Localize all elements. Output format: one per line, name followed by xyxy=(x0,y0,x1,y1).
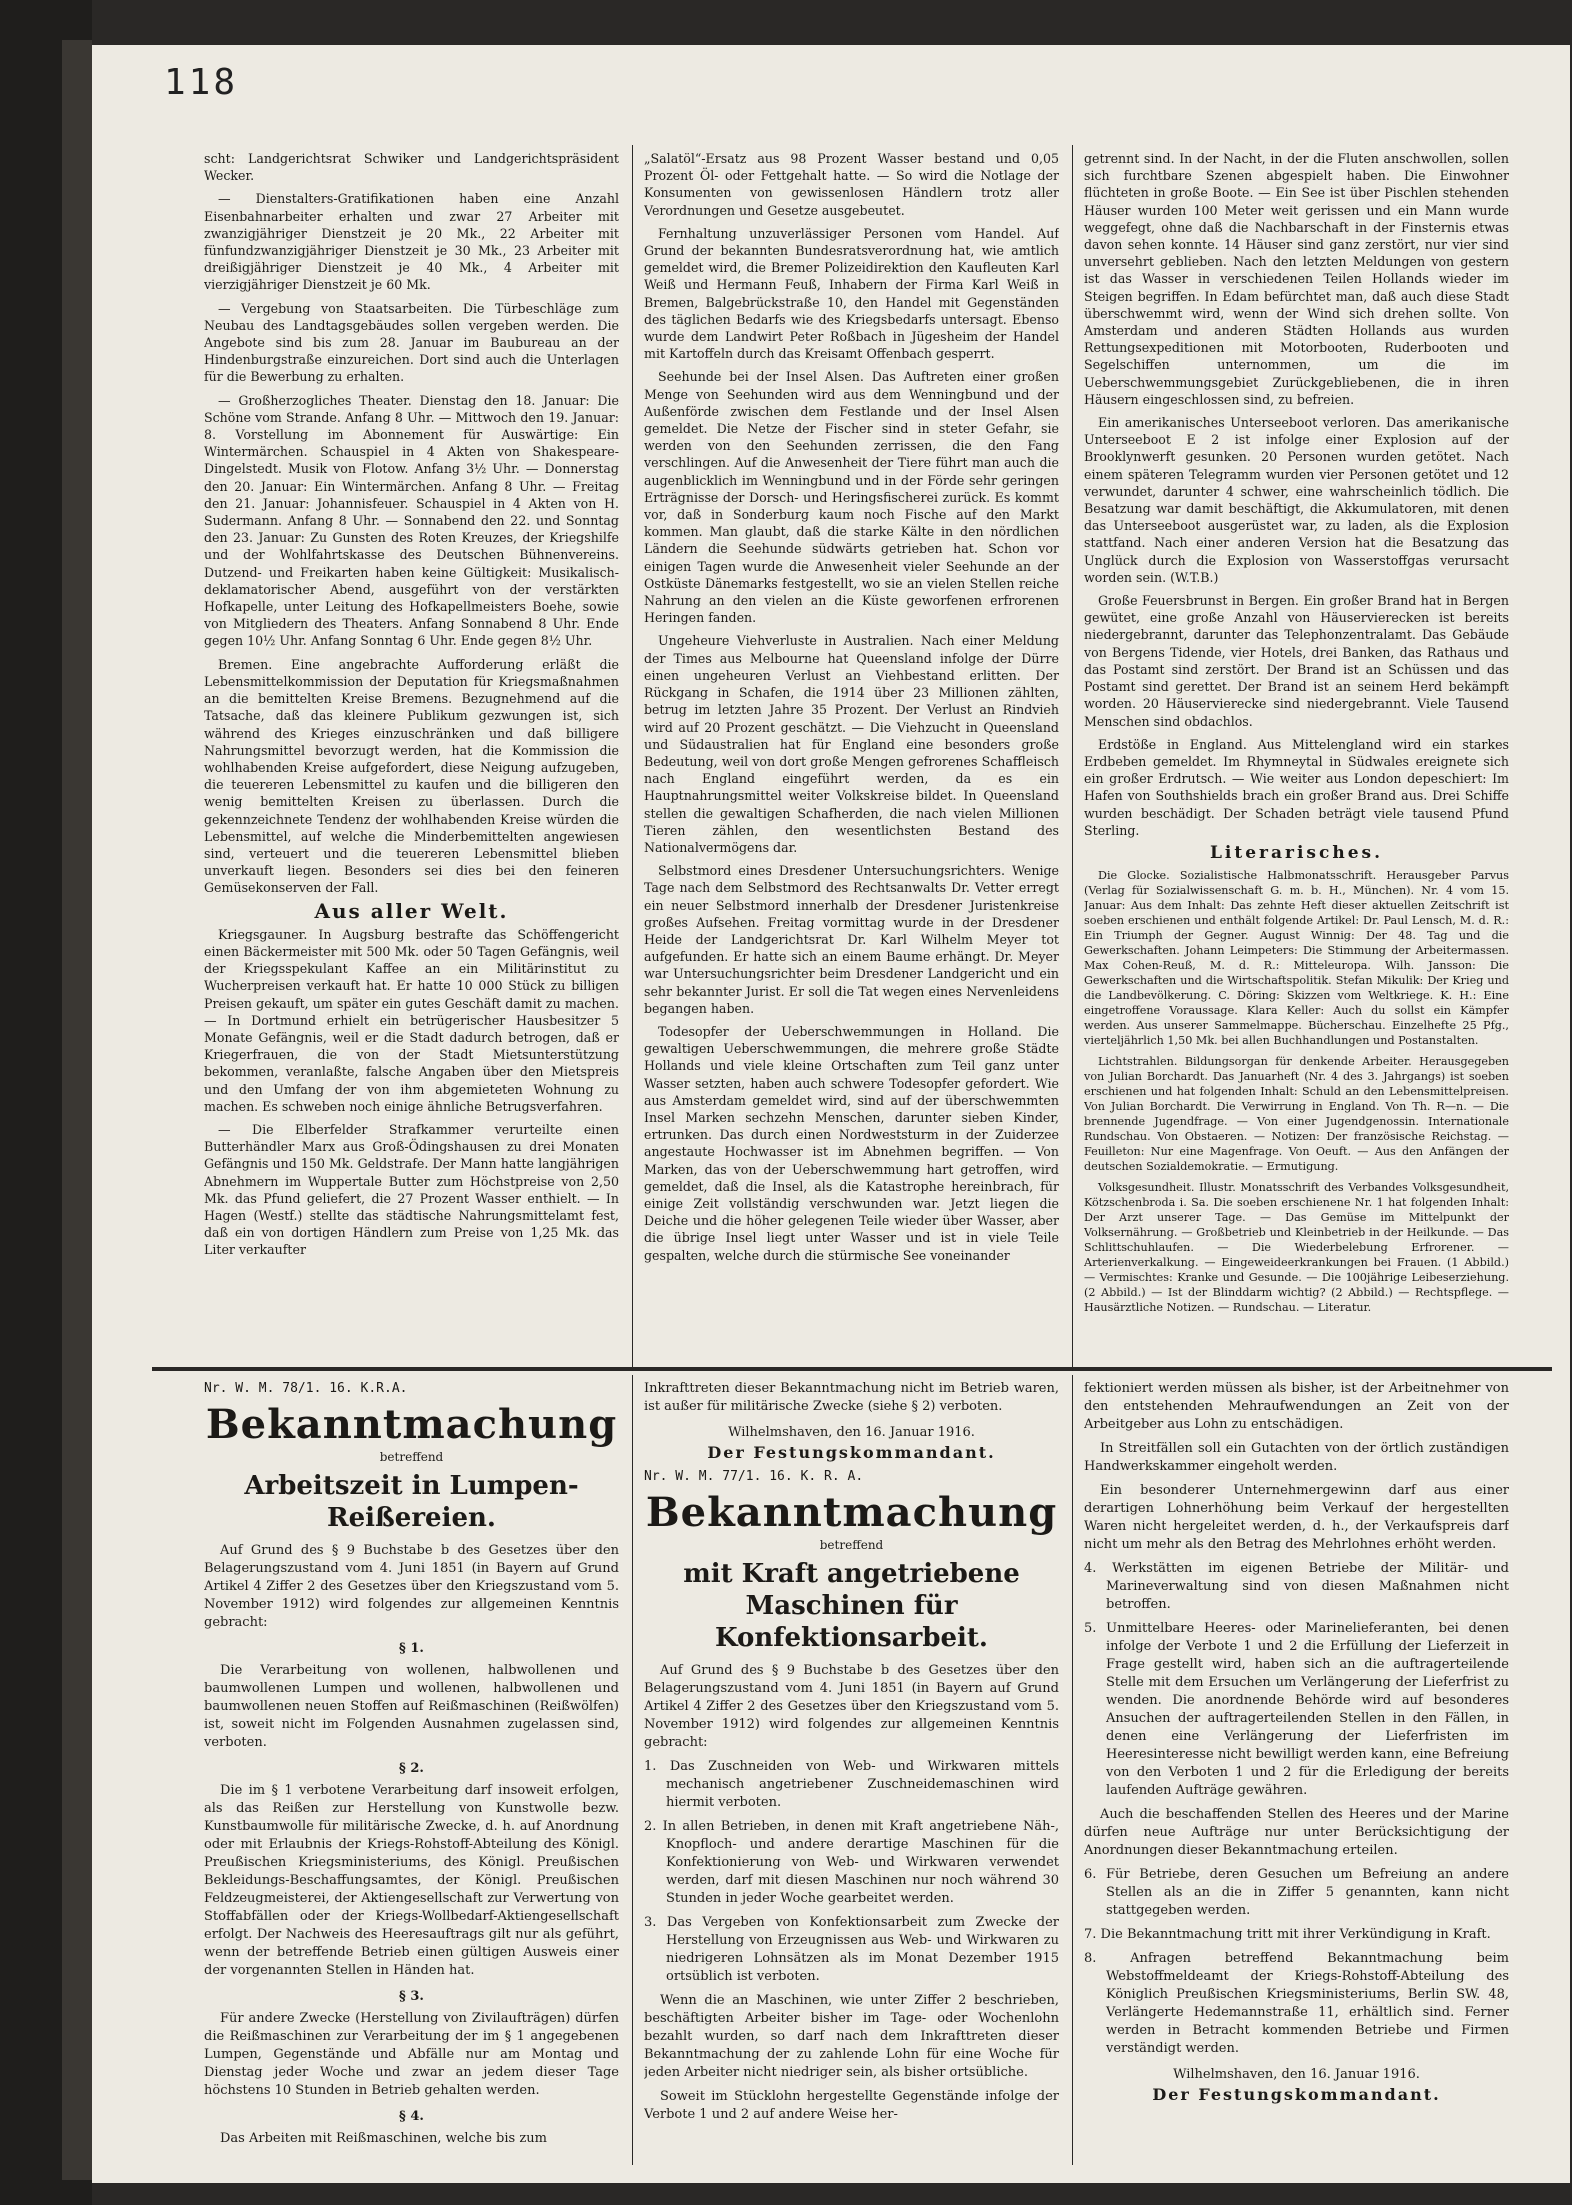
paragraph-text: Die Verarbeitung von wollenen, halbwollenen und baumwollenen Lumpen und wollenen, halbwollenen und baumwollenen neuen Stoffen auf Reißmaschinen (Reißwölfen) ist, soweit nicht im Folgenden Ausnahmen zugelassen sind, verboten. xyxy=(204,1663,619,1750)
numbered-item: 7. Die Bekanntmachung tritt mit ihrer Verkündigung in Kraft. xyxy=(1084,1927,1491,1942)
signature-place: Wilhelmshaven, den 16. Januar 1916. xyxy=(1173,2067,1420,2082)
col3-lead: getrennt sind. In der Nacht, in der die Fluten anschwollen, sollen sich furchtbare Szenen abgespielt haben. Die Einwohner flüchteten in große Boote. — Ein See ist über Pischlen stehenden Häuser wurden 100 Meter weit gerissen und ein Mann wurde weggefegt, ohne daß die Nachbarschaft in der Finsternis etwas davon sehen konnte. 14 Häuser sind ganz zerstört, nur vier sind unversehrt geblieben. Nach den letzten Meldungen von gestern ist das Wasser in verschiedenen Teilen Hollands wieder im Steigen begriffen. In Edam befürchtet man, daß auch diese Stadt überschwemmt wird, wenn der Wind sich drehen sollte. Von Amsterdam und anderen Städten Hollands aus wurden Rettungsexpeditionen mit Motorbooten, Ruderbooten und Segelschiffen unternommen, um die im Ueberschwemmungsgebiet Zurückgebliebenen, die in ihren Häusern eingeschlossen sind, zu befreien. xyxy=(1084,151,1509,407)
announcement-carryover: fektioniert werden müssen als bisher, ist der Arbeitnehmer von den entstehenden Mehraufwendungen an Zeit von der Arbeitgeber aus Lohn zu entschädigen. xyxy=(1084,1381,1509,1432)
column-rule-1 xyxy=(632,145,633,1367)
col2-lead: „Salatöl“-Ersatz aus 98 Prozent Wasser bestand und 0,05 Prozent Öl- oder Fettgehalt hatte. — So wird die Notlage der Konsumenten von gewissenlosen Händlern trotz aller Verordnungen und Gesetze ausgebeutet. xyxy=(644,151,1059,218)
section-rule xyxy=(152,1367,1552,1371)
announcement-betreffend: betreffend xyxy=(379,1450,444,1464)
announcement-carryover: Inkrafttreten dieser Bekanntmachung nicht im Betrieb waren, ist außer für militärische Zwecke (siehe § 2) verboten. xyxy=(644,1381,1059,1414)
signature-place: Wilhelmshaven, den 16. Januar 1916. xyxy=(728,1425,975,1440)
article: Seehunde bei der Insel Alsen. Das Auftreten einer großen Menge von Seehunden wird aus dem Wenningbund und der Außenförde zwischen dem Festlande und der Insel Alsen gemeldet. Die Netze der Fischer sind in steter Gefahr, sie werden von den Seehunden zerrissen, die den Fang verschlingen. Auf die Anwesenheit der Tiere führt man auch die augenblicklich im Wenningbund und in der Förde sehr geringen Erträgnisse der Dorsch- und Heringsfischerei zurück. Es kommt vor, daß in Sonderburg kaum noch Fische auf den Markt kommen. Man glaubt, daß die starke Kälte in den nördlichen Ländern die Seehunde südwärts getrieben hat. Schon vor einigen Tagen wurde die Anwesenheit vieler Seehunde an der Ostküste Dänemarks festgestellt, wo sie an vielen Stellen reiche Nahrung an den vielen an die Küste geworfenen erfrorenen Heringen fanden. xyxy=(644,369,1059,626)
article: — Vergebung von Staatsarbeiten. Die Türbeschläge zum Neubau des Landtagsgebäudes sollen vergeben werden. Die Angebote sind bis zum 28. Januar im Baubureau an der Hindenburgstraße einzureichen. Dort sind auch die Unterlagen für die Bewerbung zu erhalten. xyxy=(204,300,619,385)
article: Kriegsgauner. In Augsburg bestrafte das Schöffengericht einen Bäckermeister mit 500 Mk. oder 50 Tagen Gefängnis, weil der Kriegsspekulant Kaffee an ein Militärinstitut zu Wucherpreisen verkauft hat. Er hatte 10 000 Stück zu billigen Preisen gekauft, um später ein gutes Geschäft damit zu machen. — In Dortmund erhielt ein betrügerischer Hausbesitzer 5 Monate Gefängnis, weil er die Stadt dadurch betrogen, daß er Kriegerfrauen, die von der Stadt Mietsunterstützung bekommen, veranlaßte, falsche Angaben über den Mietspreis und den Umfang der von ihm abgemieteten Wohnung zu machen. Es schweben noch einige ähnliche Betrugsverfahren. xyxy=(204,926,619,1114)
newspaper-page xyxy=(92,45,1570,2183)
article: Ungeheure Viehverluste in Australien. Nach einer Meldung der Times aus Melbourne hat Queensland infolge der Dürre einen ungeheuren Verlust an Viehbestand erlitten. Der Rückgang in Schafen, die 1914 über 23 Millionen zählten, betrug im letzten Jahre 35 Prozent. Der Verlust an Rindvieh wird auf 20 Prozent geschätzt. — Die Viehzucht in Queensland und Südaustralien hat für England eine besonders große Bedeutung, weil von dort große Mengen gefrorenes Schaffleisch nach England eingeführt werden, da es ein Hauptnahrungsmittel weiter Volkskreise bildet. In Queensland stellen die gewaltigen Schafherden, die nach vielen Millionen Tieren zählen, den wesentlichsten Bestand des Nationalvermögens dar. xyxy=(644,633,1059,855)
announcement-text: In Streitfällen soll ein Gutachten von der örtlich zuständigen Handwerkskammer eingeholt werden. xyxy=(1084,1441,1509,1474)
article: — Dienstalters-Gratifikationen haben eine Anzahl Eisenbahnarbeiter erhalten und zwar 27 Arbeiter mit zwanzigjähriger Dienstzeit je 20 Mk., 22 Arbeiter mit fünfundzwanzigjähriger Dienstzeit je 30 Mk., 23 Arbeiter mit dreißigjähriger Dienstzeit je 40 Mk., 4 Arbeiter mit vierzigjähriger Dienstzeit je 60 Mk. xyxy=(204,191,619,293)
article: Ein amerikanisches Unterseeboot verloren. Das amerikanische Unterseeboot E 2 ist infolge einer Explosion auf der Brooklynwerft gesunken. 20 Personen wurden getötet. Nach einem späteren Telegramm wurden vier Personen getötet und 12 verwundet, darunter 4 schwer, eine wahrscheinlich tödlich. Die Besatzung war damit beschäftigt, die Akkumulatoren, mit denen das Unterseeboot ausgerüstet war, zu laden, als die Explosion stattfand. Nach einer anderen Version hat die Besatzung das Unglück durch die Explosion von Wasserstoffgas verursacht worden sein. (W.T.B.) xyxy=(1084,415,1509,585)
article: Todesopfer der Ueberschwemmungen in Holland. Die gewaltigen Ueberschwemmungen, die mehrere große Städte Hollands und viele kleine Ortschaften zum Teil ganz unter Wasser setzten, haben auch schwere Todesopfer gefordert. Wie aus Amsterdam gemeldet wird, sind auf der überschwemmten Insel Marken sechzehn Menschen, darunter sieben Kinder, ertrunken. Das durch einen Nordweststurm in der Zuiderzee angestaute Hochwasser ist im Abnehmen begriffen. — Von Marken, das von der Ueberschwemmung hart getroffen, wird gemeldet, daß die Insel, als die Katastrophe hereinbrach, für einige Zeit vollständig verschwunden war. Jetzt liegen die Deiche und die höher gelegenen Teile wieder über Wasser, aber die übrige Insel liegt unter Wasser und ist in viele Teile gespalten, welche durch die stürmische See voneinander xyxy=(644,1023,1059,1263)
section-title-aus-aller-welt: Aus aller Welt. xyxy=(314,898,509,923)
paragraph-text: Für andere Zwecke (Herstellung von Zivilaufträgen) dürfen die Reißmaschinen zur Verarbeitung der im § 1 angegebenen Lumpen, Gegenstände und Abfälle nur am Montag und Dienstag jeder Woche und zwar an jedem dieser Tage höchstens 10 Stunden in Betrieb gehalten werden. xyxy=(204,2011,619,2098)
announcement-lumpen xyxy=(204,1380,619,2170)
announcement-heading: Bekanntmachung xyxy=(205,1401,618,1448)
section-title-literarisches: Literarisches. xyxy=(1209,842,1384,863)
announcement-text: Wenn die an Maschinen, wie unter Ziffer 2 beschrieben, beschäftigten Arbeiter bisher im Tage- oder Wochenlohn bezahlt wurden, so darf nach dem Inkrafttreten dieser Bekanntmachung der zu zahlende Lohn für eine Woche für jeden Arbeiter nicht niedriger sein, als bisher ortsübliche. xyxy=(644,1993,1059,2080)
announcement-text: Auch die beschaffenden Stellen des Heeres und der Marine dürfen neue Aufträge nur unter Berücksichtigung der Anordnungen dieser Bekanntmachung erteilen. xyxy=(1084,1807,1509,1858)
announcement-ref: Nr. W. M. 78/1. 16. K.R.A. xyxy=(204,1381,408,1396)
announcement-heading: Bekanntmachung xyxy=(645,1489,1058,1536)
signature-authority: Der Festungskommandant. xyxy=(1152,2085,1441,2104)
column-1 xyxy=(204,150,619,1362)
article: Selbstmord eines Dresdener Untersuchungsrichters. Wenige Tage nach dem Selbstmord des Rechtsanwalts Dr. Vetter erregt ein neuer Selbstmord innerhalb der Dresdener Juristenkreise großes Aufsehen. Freitag vormittag wurde in der Dresdener Heide der Landgerichtsrat Dr. Karl Wilhelm Meyer tot aufgefunden. Er hatte sich an einem Baume erhängt. Dr. Meyer war Untersuchungsrichter beim Dresdener Landgericht und ein sehr bekannter Jurist. Er soll die Tat wegen eines Nervenleidens begangen haben. xyxy=(644,863,1059,1016)
numbered-item: 5. Unmittelbare Heeres- oder Marinelieferanten, bei denen infolge der Verbote 1 und 2 die Erfüllung der Lieferzeit in Frage gestellt wird, haben sich an die auftragerteilende Stelle mit dem Ersuchen um Verlängerung der Lieferfrist zu wenden. Die anordnende Behörde wird auf besonderes Ansuchen der auftragerteilenden Stellen in den Fällen, in denen eine Verlängerung der Lieferfristen im Heeresinteresse nicht bewilligt werden kann, eine Befreiung von den Verboten 1 und 2 für die Erledigung der bereits laufenden Aufträge gewähren. xyxy=(1084,1621,1509,1798)
article: — Großherzogliches Theater. Dienstag den 18. Januar: Die Schöne vom Strande. Anfang 8 Uhr. — Mittwoch den 19. Januar: 8. Vorstellung im Abonnement für Auswärtige: Ein Wintermärchen. Schauspiel in 4 Akten von Shakespeare-Dingelstedt. Musik von Flotow. Anfang 3½ Uhr. — Donnerstag den 20. Januar: Ein Wintermärchen. Anfang 8 Uhr. — Freitag den 21. Januar: Johannisfeuer. Schauspiel in 4 Akten von H. Sudermann. Anfang 8 Uhr. — Sonnabend den 22. und Sonntag den 23. Januar: Zu Gunsten des Roten Kreuzes, der Kriegshilfe und der Wohlfahrtskasse des Deutschen Bühnenvereins. Dutzend- und Freikarten haben keine Gültigkeit: Musikalisch-deklamatorischer Abend, ausgeführt von der verstärkten Hofkapelle, unter Leitung des Hofkapellmeisters Boehe, sowie von Mitgliedern des Theaters. Anfang Sonnabend 8 Uhr. Ende gegen 10½ Uhr. Anfang Sonntag 6 Uhr. Ende gegen 8½ Uhr. xyxy=(204,392,619,649)
announcement-betreffend: betreffend xyxy=(819,1538,884,1552)
article: Erdstöße in England. Aus Mittelengland wird ein starkes Erdbeben gemeldet. Im Rhymneytal in Südwales ereignete sich ein großer Erdrutsch. — Wie weiter aus London depeschiert: Im Hafen von Southshields brach ein großer Brand aus. Drei Schiffe wurden beschädigt. Der Schaden beträgt viele tausend Pfund Sterling. xyxy=(1084,736,1509,838)
column-2 xyxy=(644,150,1059,1362)
announcement-maschinen xyxy=(644,1380,1059,2170)
numbered-item: 6. Für Betriebe, deren Gesuchen um Befreiung an andere Stellen als an die in Ziffer 5 genannten, kann nicht stattgegeben werden. xyxy=(1084,1867,1509,1918)
column-3 xyxy=(1084,150,1509,1362)
numbered-item: 8. Anfragen betreffend Bekanntmachung beim Webstoffmeldeamt der Kriegs-Rohstoff-Abteilung des Königlich Preußischen Kriegsministeriums, Berlin SW. 48, Verlängerte Hedemannstraße 11, erhältlich sind. Ferner werden in Betracht kommenden Betriebe und Firmen verständigt werden. xyxy=(1084,1951,1509,2056)
lit-entry: Lichtstrahlen. Bildungsorgan für denkende Arbeiter. Herausgegeben von Julian Borchardt. Das Januarheft (Nr. 4 des 3. Jahrgangs) ist soeben erschienen und hat folgenden Inhalt: Schuld an den Lebensmittelpreisen. Von Julian Borchardt. Die Verwirrung in England. Von Th. R—n. — Die brennende Jugendfrage. — Von einer Jugendgenossin. Internationale Rundschau. Von Obstaeren. — Notizen: Der französische Reichstag. — Feuilleton: Nur eine Magenfrage. Von Oeuft. — Aus den Anfängen der deutschen Sozialdemokratie. — Ermutigung. xyxy=(1084,1055,1509,1174)
col1-lead: scht: Landgerichtsrat Schwiker und Landgerichtspräsident Wecker. xyxy=(204,151,619,184)
ann-rule-2 xyxy=(1072,1375,1073,2165)
paragraph-mark: § 4. xyxy=(399,2109,424,2124)
announcement-text: Ein besonderer Unternehmergewinn darf aus einer derartigen Lohnerhöhung beim Verkauf der hergestellten Waren nicht hergeleitet werden, d. h., der Verkaufspreis darf nicht um mehr als den Betrag des Mehrlohnes erhöht werden. xyxy=(1084,1483,1509,1552)
lit-entry: Die Glocke. Sozialistische Halbmonatsschrift. Herausgeber Parvus (Verlag für Sozialwissenschaft G. m. b. H., München). Nr. 4 vom 15. Januar: Aus dem Inhalt: Das zehnte Heft dieser aktuellen Zeitschrift ist soeben erschienen und enthält folgende Artikel: Dr. Paul Lensch, M. d. R.: Ein Triumph der Gegner. August Winnig: Der 48. Tag und die Gewerkschaften. Johann Leimpeters: Die Stimmung der Arbeitermassen. Max Cohen-Reuß, M. d. R.: Mitteleuropa. Wilh. Jansson: Die Gewerkschaften und die Wirtschaftspolitik. Stefan Mikulik: Der Krieg und die Landbevölkerung. C. Döring: Skizzen vom Weltkriege. K. H.: Eine eingetroffene Voraussage. Klara Keller: Auch du sollst ein Kämpfer werden. Aus unserer Sammelmappe. Bücherschau. Einzelhefte 25 Pfg., vierteljährlich 1,50 Mk. bei allen Buchhandlungen und Postanstalten. xyxy=(1084,869,1509,1048)
numbered-item: 2. In allen Betrieben, in denen mit Kraft angetriebene Näh-, Knopfloch- und andere derartige Maschinen für die Konfektionierung von Web- und Wirkwaren verwendet werden, darf mit diesen Maschinen nur noch während 30 Stunden in jeder Woche gearbeitet werden. xyxy=(644,1819,1059,1906)
announcement-subject: mit Kraft angetriebene Maschinen für Konfektionsarbeit. xyxy=(683,1559,1020,1653)
paragraph-text: Die im § 1 verbotene Verarbeitung darf insoweit erfolgen, als das Reißen zur Herstellung von Kunstwolle bezw. Kunstbaumwolle für militärische Zwecke, d. h. auf Anordnung oder mit Erlaubnis der Kriegs-Rohstoff-Abteilung des Königl. Preußischen Kriegsministeriums, des Königl. Preußischen Bekleidungs-Beschaffungsamtes, der Königl. Preußischen Feldzeugmeisterei, der Aktiengesellschaft zur Verwertung von Stoffabfällen oder der Kriegs-Wollbedarf-Aktiengesellschaft erfolgt. Der Nachweis des Heeresauftrags gilt nur als geführt, wenn der betreffende Betrieb einen gültigen Ausweis einer der vorgenannten Stellen in Händen hat. xyxy=(204,1783,619,1978)
article: Fernhaltung unzuverlässiger Personen vom Handel. Auf Grund der bekannten Bundesratsverordnung hat, wie amtlich gemeldet wird, die Bremer Polizeidirektion den Kaufleuten Karl Weiß und Hermann Feuß, Inhabern der Firma Karl Weiß in Bremen, Balgebrückstraße 10, den Handel mit Gegenständen des täglichen Bedarfs wie des Kriegsbedarfs untersagt. Ebenso wurde dem Landwirt Peter Roßbach in Jügesheim der Handel mit Kartoffeln durch das Kreisamt Offenbach gesperrt. xyxy=(644,225,1059,362)
column-rule-2 xyxy=(1072,145,1073,1367)
announcement-intro: Auf Grund des § 9 Buchstabe b des Gesetzes über den Belagerungszustand vom 4. Juni 1851 (in Bayern auf Grund Artikel 4 Ziffer 2 des Gesetzes über den Kriegszustand vom 5. November 1912) wird folgendes zur allgemeinen Kenntnis gebracht: xyxy=(644,1663,1059,1750)
numbered-item: 1. Das Zuschneiden von Web- und Wirkwaren mittels mechanisch angetriebener Zuschneidemaschinen wird hiermit verboten. xyxy=(644,1759,1059,1810)
page-number: 118 xyxy=(164,62,239,103)
article: Große Feuersbrunst in Bergen. Ein großer Brand hat in Bergen gewütet, eine große Anzahl von Häuservierecken ist bereits niedergebrannt, darunter das Telephonzentralamt. Das Gebäude von Bergens Tidende, vier Hotels, drei Banken, das Rathaus und das Postamt sind zerstört. Der Brand ist an Schüssen und das Postamt sind gerettet. Der Brand ist an seinem Herd bekämpft worden. 20 Häuservierecke sind niedergebrannt. Viele Tausend Menschen sind obdachlos. xyxy=(1084,593,1509,729)
numbered-item: 4. Werkstätten im eigenen Betriebe der Militär- und Marineverwaltung sind von diesen Maßnahmen nicht betroffen. xyxy=(1084,1561,1509,1612)
paragraph-text: Das Arbeiten mit Reißmaschinen, welche bis zum xyxy=(220,2131,547,2146)
article: Bremen. Eine angebrachte Aufforderung erläßt die Lebensmittelkommission der Deputation für Kriegsmaßnahmen an die bemittelten Kreise Bremens. Bezugnehmend auf die Tatsache, daß das kleinere Publikum gezwungen ist, sich während des Krieges einzuschränken und daß billigere Nahrungsmittel bevorzugt werden, hat die Kommission die wohlhabenden Kreise aufgefordert, diese Neigung aufzugeben, die teuereren Lebensmittel zu kaufen und die billigeren den wenig bemittelten Kreisen zu überlassen. Durch die gekennzeichnete Tendenz der wohlhabenden Kreise würden die Lebensmittel, auf welche die Minderbemittelten angewiesen sind, verteuert und die teuereren Lebensmittel blieben unverkauft liegen. Besonders sei dies bei den feineren Gemüsekonserven der Fall. xyxy=(204,656,619,896)
paragraph-mark: § 2. xyxy=(399,1761,424,1776)
announcement-continuation xyxy=(1084,1380,1509,2170)
signature-authority: Der Festungskommandant. xyxy=(707,1443,996,1462)
announcement-subject: Arbeitszeit in Lumpen-Reißereien. xyxy=(244,1471,579,1533)
paragraph-mark: § 3. xyxy=(399,1989,424,2004)
lit-entry: Volksgesundheit. Illustr. Monatsschrift des Verbandes Volksgesundheit, Kötzschenbroda i. Sa. Die soeben erschienene Nr. 1 hat folgenden Inhalt: Der Arzt unserer Tage. — Das Gemüse im Mittelpunkt der Volksernährung. — Großbetrieb und Kleinbetrieb in der Heilkunde. — Das Schlittschuhlaufen. — Die Wiederbelebung Erfrorener. — Arterienverkalkung. — Eingeweideerkrankungen bei Frauen. (1 Abbild.) — Vermischtes: Kranke und Gesunde. — Die 100jährige Leibeserziehung. (2 Abbild.) — Ist der Blinddarm wichtig? (2 Abbild.) — Rechtspflege. — Hausärztliche Notizen. — Rundschau. — Literatur. xyxy=(1084,1181,1509,1315)
paragraph-mark: § 1. xyxy=(399,1641,424,1656)
ann-rule-1 xyxy=(632,1375,633,2165)
announcement-intro: Auf Grund des § 9 Buchstabe b des Gesetzes über den Belagerungszustand vom 4. Juni 1851 (in Bayern auf Grund Artikel 4 Ziffer 2 des Gesetzes über den Kriegszustand vom 5. November 1912) wird folgendes zur allgemeinen Kenntnis gebracht: xyxy=(204,1543,619,1630)
binding-edge xyxy=(62,40,92,2180)
announcement-ref: Nr. W. M. 77/1. 16. K. R. A. xyxy=(644,1469,864,1484)
article: — Die Elberfelder Strafkammer verurteilte einen Butterhändler Marx aus Groß-Ödingshausen zu drei Monaten Gefängnis und 150 Mk. Geldstrafe. Der Mann hatte langjährigen Abnehmern im Wuppertale Butter zum Höchstpreise von 2,50 Mk. das Pfund geliefert, die 27 Prozent Wasser enthielt. — In Hagen (Westf.) stellte das städtische Nahrungsmittelamt fest, daß ein von dortigen Händlern zum Preise von 1,25 Mk. das Liter verkaufter xyxy=(204,1121,619,1258)
announcement-text: Soweit im Stücklohn hergestellte Gegenstände infolge der Verbote 1 und 2 auf andere Weise her- xyxy=(644,2089,1059,2122)
numbered-item: 3. Das Vergeben von Konfektionsarbeit zum Zwecke der Herstellung von Erzeugnissen aus Web- und Wirkwaren zu niedrigeren Lohnsätzen als im Monat Dezember 1915 ortsüblich ist verboten. xyxy=(644,1915,1059,1984)
